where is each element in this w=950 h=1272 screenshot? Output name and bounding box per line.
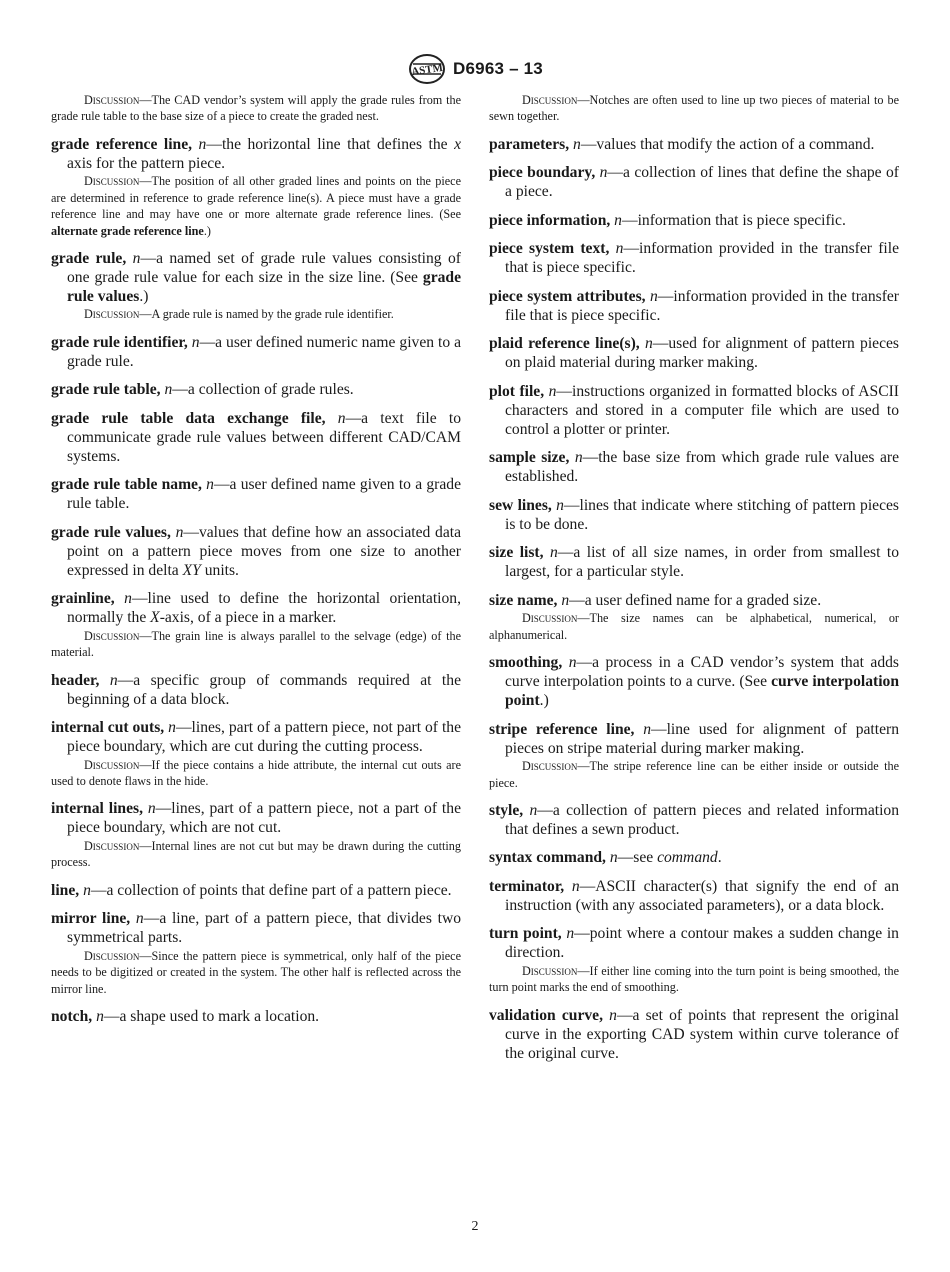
- term-entry: piece system attributes, n—information provided in the transfer file that is piece specific.: [489, 287, 899, 324]
- left-column: [51, 92, 461, 1036]
- right-column: [489, 92, 899, 1072]
- term-word: syntax command,: [489, 849, 606, 867]
- term-word: terminator,: [489, 877, 565, 895]
- term-entry: piece information, n—information that is piece specific.: [489, 211, 846, 229]
- discussion-note: Discussion—Internal lines are not cut but may be drawn during the cutting process.: [51, 838, 461, 870]
- discussion-note: Discussion—The grain line is always parallel to the selvage (edge) of the material.: [51, 628, 461, 660]
- term-entry: grade rule table, n—a collection of grade rules.: [51, 381, 354, 399]
- term-word: piece information,: [489, 211, 611, 229]
- discussion-label: Discussion: [522, 611, 578, 626]
- term-word: grade rule values,: [51, 523, 171, 541]
- discussion-label: Discussion: [84, 307, 140, 322]
- discussion-note: Discussion—The position of all other graded lines and points on the piece are determined in reference to grade reference line(s). A piece must have a grade reference line and may have one or more alternate grade reference lines. (See alternate grade reference line.): [51, 174, 461, 238]
- term-word: plot file,: [489, 382, 545, 400]
- discussion-label: Discussion: [84, 174, 140, 189]
- term-word: piece boundary,: [489, 164, 596, 182]
- term-word: grade rule identifier,: [51, 333, 188, 351]
- term-word: grade rule,: [51, 249, 127, 267]
- term-entry: plot file, n—instructions organized in formatted blocks of ASCII characters and stored in a computer file which are used to control a plotter or printer.: [489, 382, 900, 438]
- term-word: size name,: [489, 591, 558, 609]
- discussion-label: Discussion: [522, 759, 578, 774]
- page-header: [0, 52, 950, 86]
- term-entry: validation curve, n—a set of points that represent the original curve in the exporting CAD system within curve tolerance of the original curve.: [489, 1006, 899, 1062]
- term-entry: piece system text, n—information provided in the transfer file that is piece specific.: [489, 240, 900, 277]
- term-word: validation curve,: [489, 1006, 603, 1024]
- discussion-note: Discussion—Since the pattern piece is symmetrical, only half of the piece needs to be digitized or created in the system. The other half is reflected across the mirror line.: [51, 948, 461, 996]
- term-entry: grade rule table name, n—a user defined name given to a grade rule table.: [51, 476, 461, 513]
- term-entry: mirror line, n—a line, part of a pattern piece, that divides two symmetrical parts.: [51, 910, 461, 947]
- term-word: header,: [51, 671, 100, 689]
- term-entry: grade rule identifier, n—a user defined numeric name given to a grade rule.: [51, 333, 461, 370]
- term-word: grainline,: [51, 590, 115, 608]
- discussion-label: Discussion: [522, 93, 578, 107]
- term-entry: syntax command, n—see command.: [489, 849, 722, 867]
- term-entry: sample size, n—the base size from which grade rule values are established.: [489, 449, 899, 486]
- term-entry: turn point, n—point where a contour makes a sudden change in direction.: [489, 925, 899, 962]
- term-word: stripe reference line,: [489, 720, 635, 738]
- discussion-note: Discussion—Notches are often used to line up two pieces of material to be sewn together.: [489, 93, 899, 124]
- term-entry: grade rule values, n—values that define how an associated data point on a pattern piece moves from one size to another expressed in delta XY units.: [51, 523, 461, 579]
- term-entry: grade reference line, n—the horizontal line that defines the x axis for the pattern piece.: [51, 135, 461, 172]
- term-entry: grade rule, n—a named set of grade rule values consisting of one grade rule value for each size in the size line. (See grade rule values.): [51, 249, 461, 305]
- term-entry: terminator, n—ASCII character(s) that signify the end of an instruction (with any associated parameters), or a data block.: [489, 877, 899, 914]
- term-word: sew lines,: [489, 496, 552, 514]
- discussion-note: Discussion—The CAD vendor’s system will apply the grade rules from the grade rule table to the base size of a piece to create the graded nest.: [51, 93, 461, 124]
- term-word: grade rule table name,: [51, 476, 202, 494]
- term-word: plaid reference line(s),: [489, 335, 640, 353]
- term-entry: line, n—a collection of points that define part of a pattern piece.: [51, 881, 452, 899]
- term-entry: internal cut outs, n—lines, part of a pattern piece, not part of the piece boundary, which are cut during the cutting process.: [51, 719, 461, 756]
- term-word: line,: [51, 881, 80, 899]
- discussion-note: Discussion—A grade rule is named by the grade rule identifier.: [84, 307, 394, 322]
- term-word: mirror line,: [51, 910, 131, 928]
- term-entry: header, n—a specific group of commands required at the beginning of a data block.: [51, 671, 461, 708]
- term-word: internal cut outs,: [51, 719, 165, 737]
- term-word: piece system text,: [489, 240, 610, 258]
- discussion-label: Discussion: [84, 757, 140, 772]
- term-word: turn point,: [489, 925, 562, 943]
- discussion-label: Discussion: [84, 838, 140, 853]
- term-word: grade rule table,: [51, 381, 161, 399]
- term-word: smoothing,: [489, 654, 563, 672]
- term-word: sample size,: [489, 449, 570, 467]
- discussion-note: Discussion—If the piece contains a hide attribute, the internal cut outs are used to denote flaws in the hide.: [51, 757, 461, 789]
- term-word: grade reference line,: [51, 135, 193, 153]
- term-word: notch,: [51, 1008, 93, 1025]
- term-word: style,: [489, 801, 524, 819]
- discussion-label: Discussion: [84, 628, 140, 643]
- term-word: piece system attributes,: [489, 287, 646, 305]
- discussion-label: Discussion: [84, 948, 140, 963]
- astm-logo-icon: [407, 53, 447, 85]
- page-number: 2: [471, 1219, 479, 1234]
- term-entry: plaid reference line(s), n—used for alignment of pattern pieces on plaid material during marker making.: [489, 335, 899, 372]
- term-entry: sew lines, n—lines that indicate where stitching of pattern pieces is to be done.: [489, 496, 899, 533]
- term-word: grade rule table data exchange file,: [51, 409, 326, 427]
- term-entry: internal lines, n—lines, part of a pattern piece, not a part of the piece boundary, which are not cut.: [51, 800, 461, 837]
- term-word: internal lines,: [51, 800, 143, 818]
- term-word: size list,: [489, 544, 544, 562]
- term-word: parameters,: [489, 135, 570, 153]
- term-entry: grade rule table data exchange file, n—a text file to communicate grade rule values between different CAD/CAM systems.: [51, 409, 461, 465]
- term-entry: piece boundary, n—a collection of lines that define the shape of a piece.: [489, 164, 899, 201]
- discussion-label: Discussion: [522, 963, 578, 978]
- term-entry: parameters, n—values that modify the action of a command.: [489, 135, 875, 153]
- document-number: D6963 – 13: [453, 59, 543, 78]
- discussion-label: Discussion: [84, 93, 140, 107]
- term-entry: grainline, n—line used to define the horizontal orientation, normally the X-axis, of a piece in a marker.: [51, 590, 461, 627]
- term-entry: stripe reference line, n—line used for alignment of pattern pieces on stripe material during marker making.: [489, 720, 899, 757]
- term-entry: smoothing, n—a process in a CAD vendor’s system that adds curve interpolation points to a curve. (See curve interpolation point.): [489, 654, 899, 710]
- term-entry: style, n—a collection of pattern pieces and related information that defines a sewn product.: [489, 801, 899, 838]
- discussion-note: Discussion—The stripe reference line can be either inside or outside the piece.: [489, 759, 899, 790]
- term-entry: notch, n—a shape used to mark a location.: [51, 1008, 320, 1025]
- term-entry: size name, n—a user defined name for a graded size.: [489, 591, 822, 609]
- term-entry: size list, n—a list of all size names, in order from smallest to largest, for a particular style.: [489, 544, 899, 581]
- logo-text: ASTM: [410, 61, 444, 79]
- discussion-note: Discussion—The size names can be alphabetical, numerical, or alphanumerical.: [489, 611, 899, 642]
- discussion-note: Discussion—If either line coming into the turn point is being smoothed, the turn point marks the end of smoothing.: [489, 963, 899, 995]
